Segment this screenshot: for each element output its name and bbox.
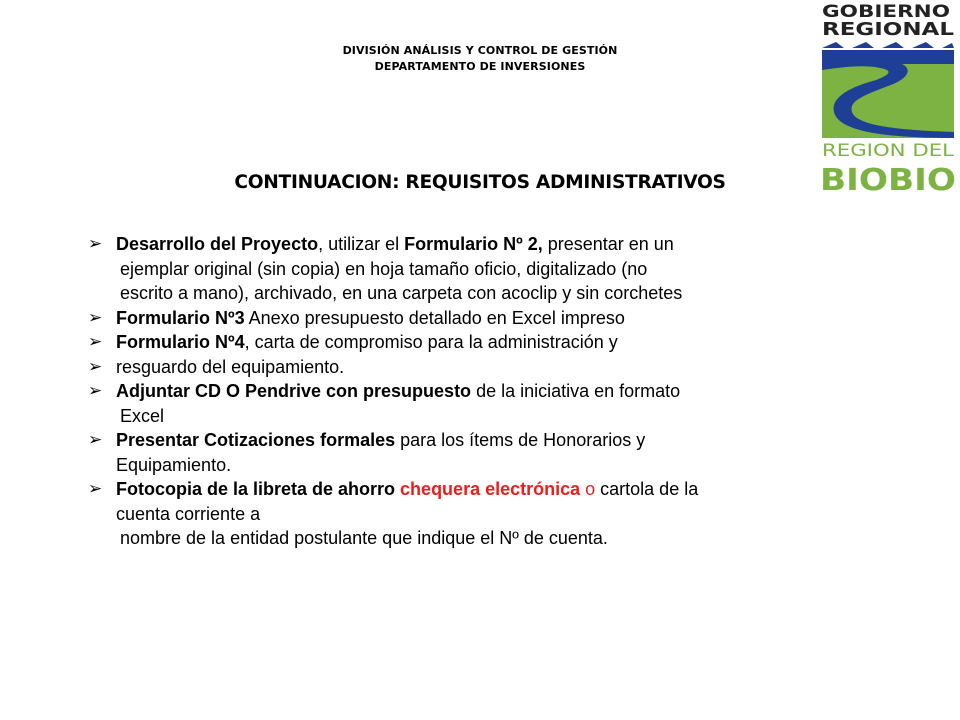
page-header — [290, 43, 670, 75]
logo-top-text-1: GOBIERNO — [822, 2, 950, 22]
logo-bottom-text-1: REGION DEL — [822, 141, 955, 161]
arrow-bullet-icon: ➢ — [88, 307, 103, 327]
logo-top-text-2: REGIONAL — [822, 19, 954, 40]
arrow-bullet-icon: ➢ — [88, 381, 103, 400]
list-item: ➢ Adjuntar CD O Pendrive con presupuesto de la iniciativa en formato — [88, 379, 908, 404]
list-item: ➢ Formulario Nº4, carta de compromiso para la administración y — [88, 330, 908, 355]
list-item: ➢ Formulario Nº3 Anexo presupuesto detallado en Excel impreso — [88, 306, 908, 331]
list-item: ➢ Desarrollo del Proyecto, utilizar el Formulario Nº 2, presentar en un — [88, 232, 908, 257]
list-item-continuation: cuenta corriente a — [116, 503, 261, 524]
logo-bottom-text-2: BIOBIO — [820, 163, 956, 196]
list-item-continuation: nombre de la entidad postulante que indique el Nº de cuenta. — [120, 528, 608, 548]
arrow-bullet-icon: ➢ — [88, 356, 103, 376]
list-item-continuation: escrito a mano), archivado, en una carpeta con acoclip y sin corchetes — [120, 283, 683, 303]
arrow-bullet-icon: ➢ — [88, 234, 103, 253]
arrow-bullet-icon: ➢ — [88, 332, 103, 351]
list-item: ➢ resguardo del equipamiento. — [88, 355, 908, 380]
arrow-bullet-icon: ➢ — [88, 479, 103, 498]
list-item-continuation: Equipamiento. — [116, 454, 232, 475]
requirements-list — [88, 232, 908, 551]
logo-mountains-icon — [822, 42, 954, 48]
section-title: CONTINUACION: REQUISITOS ADMINISTRATIVOS — [234, 171, 726, 193]
gobierno-regional-biobio-logo — [818, 0, 960, 196]
department-name: DEPARTAMENTO DE INVERSIONES — [374, 60, 586, 73]
arrow-bullet-icon: ➢ — [88, 430, 103, 449]
list-item-continuation: ejemplar original (sin copia) en hoja tamaño oficio, digitalizado (no — [120, 258, 648, 279]
list-item-continuation: Excel — [120, 405, 165, 426]
division-name: DIVISIÓN ANÁLISIS Y CONTROL DE GESTIÓN — [342, 44, 618, 57]
list-item: ➢ Presentar Cotizaciones formales para los ítems de Honorarios y — [88, 428, 908, 453]
list-item: ➢ Fotocopia de la libreta de ahorro chequera electrónica o cartola de la — [88, 477, 908, 502]
